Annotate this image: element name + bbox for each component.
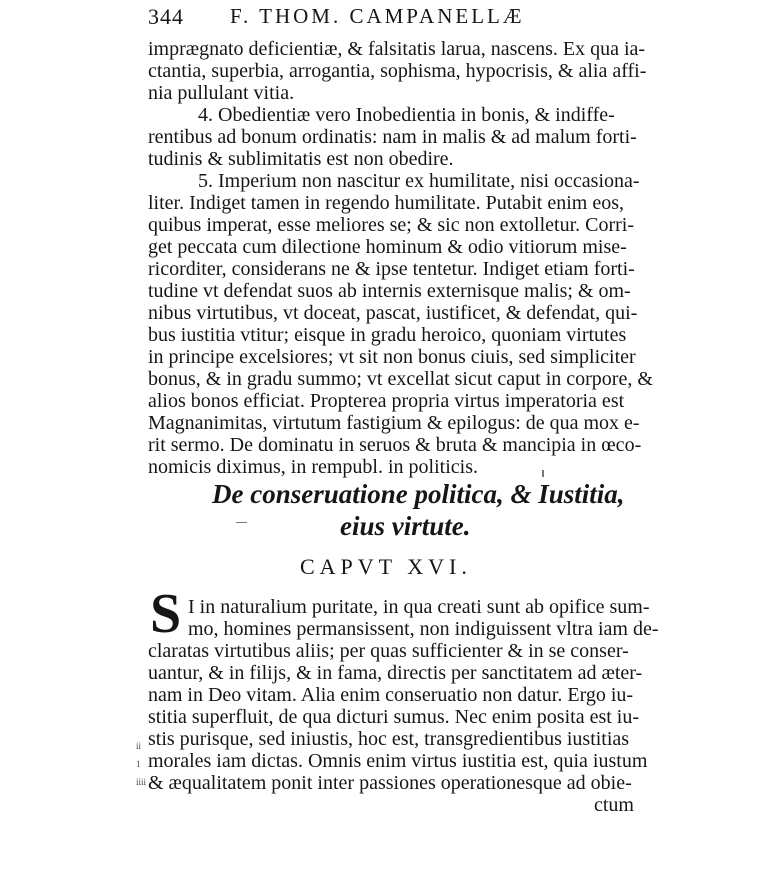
text-line: Magnanimitas, virtutum fastigium & epilogus: de qua mox e- (148, 412, 640, 434)
text-line: bus iustitia vtitur; eisque in gradu heroico, quoniam virtutes (148, 324, 627, 346)
text-line: 4. Obedientiæ vero Inobedientia in bonis, & indiffe- (198, 104, 615, 126)
text-line: nam in Deo vitam. Alia enim conseruatio non datur. Ergo iu- (148, 684, 634, 706)
text-line: nibus virtutibus, vt doceat, pascat, iustificet, & defendat, qui- (148, 302, 638, 324)
text-line: ricorditer, considerans ne & ipse tentetur. Indiget etiam forti- (148, 258, 635, 280)
text-line: 5. Imperium non nascitur ex humilitate, nisi occasiona- (198, 170, 640, 192)
text-line: mo, homines permansissent, non indiguissent vltra iam de- (188, 618, 659, 640)
text-line: nia pullulant vitia. (148, 82, 295, 104)
running-head: F. THOM. CAMPANELLÆ (230, 4, 525, 28)
margin-mark: 1 (136, 759, 141, 769)
text-line: stis purisque, sed iniustis, hoc est, transgredientibus iustitias (148, 728, 630, 750)
text-line: tudine vt defendat suos ab internis externisque malis; & om- (148, 280, 631, 302)
text-line: tudinis & sublimitatis est non obedire. (148, 148, 454, 170)
text-line: liter. Indiget tamen in regendo humilitate. Putabit enim eos, (148, 192, 625, 214)
text-line: uantur, & in filijs, & in fama, directis per sanctitatem ad æter- (148, 662, 643, 684)
text-line: alios bonos efficiat. Propterea propria virtus imperatoria est (148, 390, 625, 412)
chapter-title: CAPVT XVI. (300, 554, 472, 579)
text-line: rit sermo. De dominatu in seruos & bruta & mancipia in œco- (148, 434, 642, 456)
text-line: get peccata cum dilectione hominum & odio vitiorum mise- (148, 236, 627, 258)
page-header (148, 4, 618, 34)
print-smudge (236, 522, 247, 523)
section-title: De conseruatione politica, & Iustitia, (212, 479, 625, 509)
text-line: quibus imperat, esse meliores se; & sic non extolletur. Corri- (148, 214, 635, 236)
text-line: imprægnato deficientiæ, & falsitatis larua, nascens. Ex qua ia- (148, 38, 646, 60)
margin-mark: iiii (136, 777, 147, 787)
text-line: morales iam dictas. Omnis enim virtus iustitia est, quia iustum (148, 750, 648, 772)
print-smudge (542, 470, 544, 477)
drop-cap: S (150, 583, 182, 645)
text-line: claratas virtutibus aliis; per quas sufficienter & in se conser- (148, 640, 629, 662)
page-number: 344 (148, 4, 184, 29)
text-line: in principe excelsiores; vt sit non bonus ciuis, sed simpliciter (148, 346, 636, 368)
text-line: I in naturalium puritate, in qua creati sunt ab opifice sum- (188, 596, 650, 618)
margin-mark: ii (136, 741, 142, 751)
text-line: & æqualitatem ponit inter passiones operationesque ad obie- (148, 772, 632, 794)
text-line: stitia superfluit, de qua dicturi sumus. Nec enim posita est iu- (148, 706, 640, 728)
text-line: bonus, & in gradu summo; vt excellat sicut caput in corpore, & (148, 368, 653, 390)
text-line: ctantia, superbia, arrogantia, sophisma, hypocrisis, & alia affi- (148, 60, 647, 82)
section-title-continuation: eius virtute. (340, 511, 471, 541)
text-line: rentibus ad bonum ordinatis: nam in malis & ad malum forti- (148, 126, 637, 148)
catchword: ctum (594, 794, 634, 816)
text-line: nomicis diximus, in rempubl. in politicis. (148, 456, 478, 478)
